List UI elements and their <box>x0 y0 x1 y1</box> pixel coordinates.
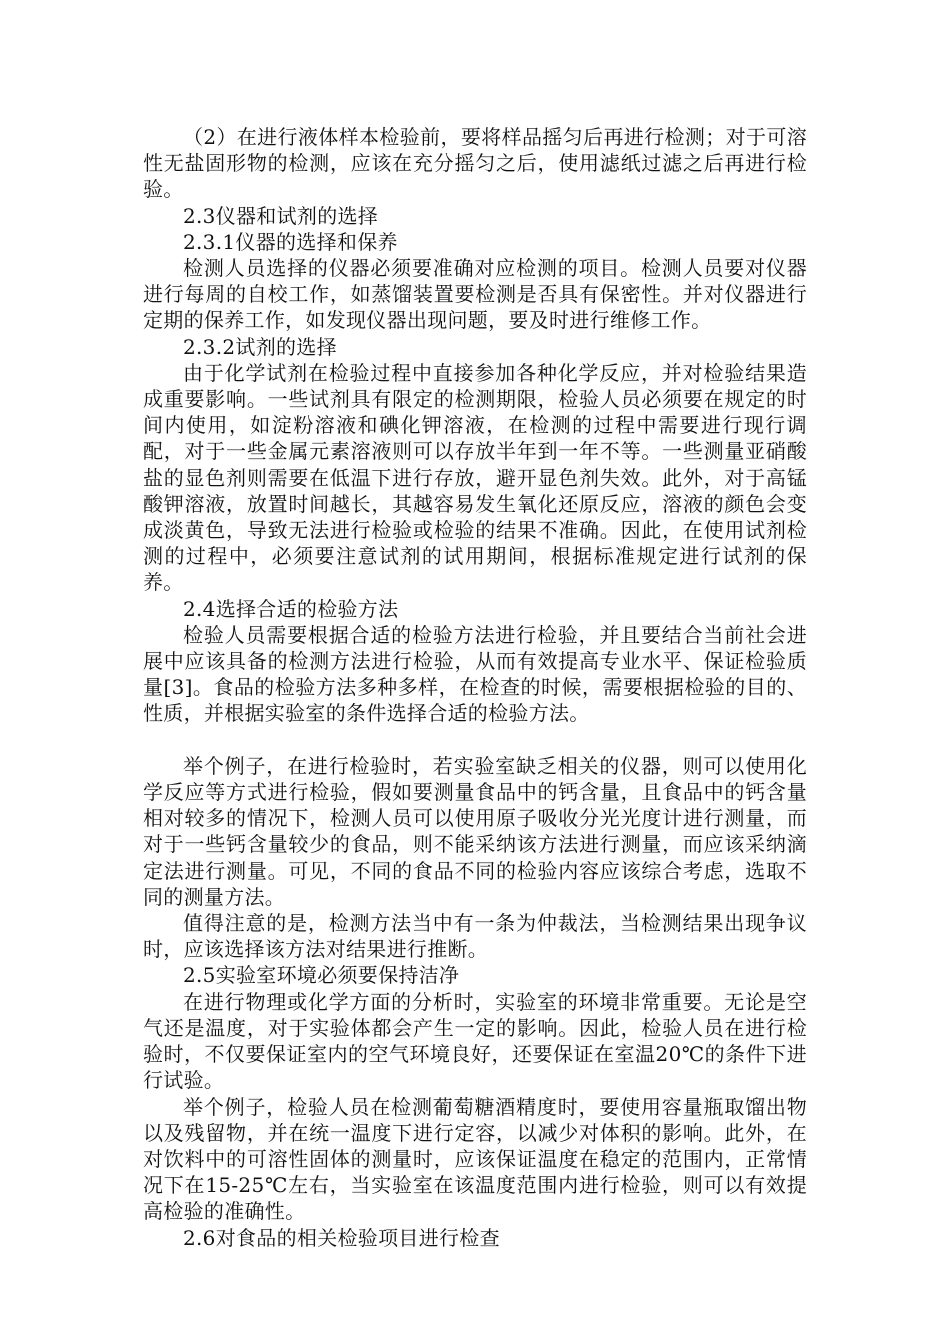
paragraph: 在进行物理或化学方面的分析时，实验室的环境非常重要。无论是空气还是温度，对于实验体都会产生一定的影响。因此，检验人员在进行检验时，不仅要保证室内的空气环境良好，还要保证在室温20℃的条件下进行试验。 <box>143 989 807 1093</box>
paragraph: 值得注意的是，检测方法当中有一条为仲裁法，当检测结果出现争议时，应该选择该方法对结果进行推断。 <box>143 911 807 962</box>
section-heading: 2.6对食品的相关检验项目进行检查 <box>183 1225 500 1250</box>
paragraph: 检测人员选择的仪器必须要准确对应检测的项目。检测人员要对仪器进行每周的自校工作，如蒸馏装置要检测是否具有保密性。并对仪器进行定期的保养工作，如发现仪器出现问题，要及时进行维修工作。 <box>143 256 807 333</box>
paragraph: 检验人员需要根据合适的检验方法进行检验，并且要结合当前社会进展中应该具备的检测方法进行检验，从而有效提高专业水平、保证检验质量[3]。食品的检验方法多种多样，在检查的时候，需要根据检验的目的、性质，并根据实验室的条件选择合适的检验方法。 <box>143 622 807 726</box>
paragraph: （2）在进行液体样本检验前，要将样品摇匀后再进行检测；对于可溶性无盐固形物的检测，应该在充分摇匀之后，使用滤纸过滤之后再进行检验。 <box>143 125 807 202</box>
document-body <box>143 124 807 1251</box>
paragraph: 由于化学试剂在检验过程中直接参加各种化学反应，并对检验结果造成重要影响。一些试剂具有限定的检测期限，检验人员必须要在规定的时间内使用，如淀粉溶液和碘化钾溶液，在检测的过程中需要进行现行调配，对于一些金属元素溶液则可以存放半年到一年不等。一些测量亚硝酸盐的显色剂则需要在低温下进行存放，避开显色剂失效。此外，对于高锰酸钾溶液，放置时间越长，其越容易发生氧化还原反应，溶液的颜色会变成淡黄色，导致无法进行检验或检验的结果不准确。因此，在使用试剂检测的过程中，必须要注意试剂的试用期间，根据标准规定进行试剂的保养。 <box>143 360 807 595</box>
subsection-heading: 2.3.1仪器的选择和保养 <box>183 229 398 254</box>
subsection-heading: 2.3.2试剂的选择 <box>183 334 337 359</box>
paragraph: 举个例子，检验人员在检测葡萄糖酒精度时，要使用容量瓶取馏出物以及残留物，并在统一温度下进行定容，以减少对体积的影响。此外，在对饮料中的可溶性固体的测量时，应该保证温度在稳定的范围内，正常情况下在15-25℃左右，当实验室在该温度范围内进行检验，则可以有效提高检验的准确性。 <box>143 1094 807 1224</box>
paragraph: 举个例子，在进行检验时，若实验室缺乏相关的仪器，则可以使用化学反应等方式进行检验，假如要测量食品中的钙含量，且食品中的钙含量相对较多的情况下，检测人员可以使用原子吸收分光光度计进行测量，而对于一些钙含量较少的食品，则不能采纳该方法进行测量，而应该采纳滴定法进行测量。可见，不同的食品不同的检验内容应该综合考虑，选取不同的测量方法。 <box>143 753 807 909</box>
section-heading: 2.5实验室环境必须要保持洁净 <box>183 963 460 988</box>
section-heading: 2.4选择合适的检验方法 <box>183 596 399 621</box>
blank-line <box>143 727 807 753</box>
section-heading: 2.3仪器和试剂的选择 <box>183 203 379 228</box>
